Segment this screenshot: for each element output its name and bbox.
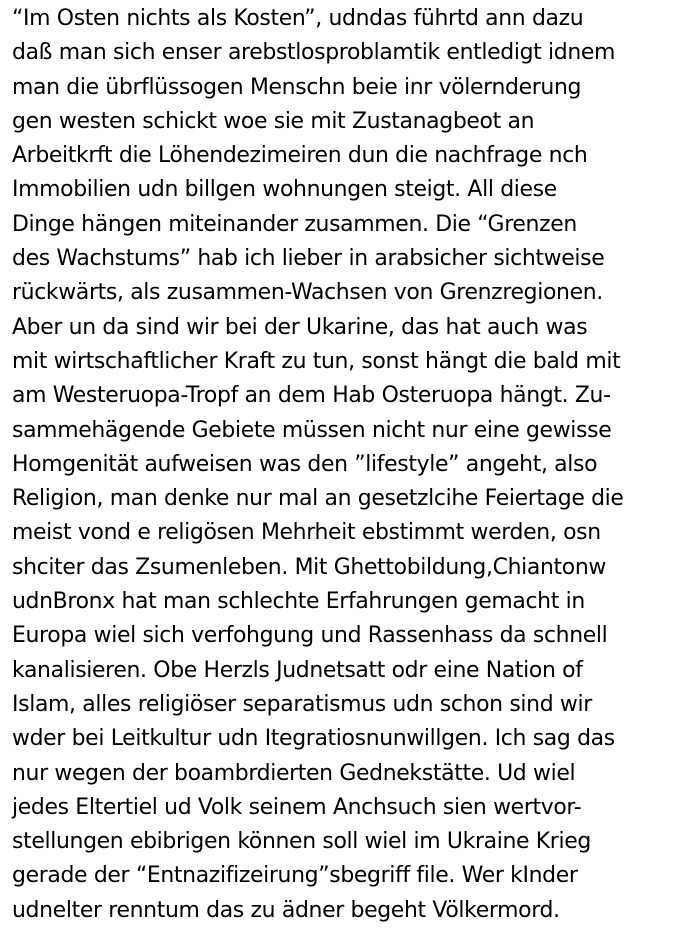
text-line: gen westen schickt woe sie mit Zustanagbeot an <box>12 108 535 134</box>
text-line: rückwärts, als zusammen-Wachsen von Grenzregionen. <box>12 280 603 306</box>
body-text <box>12 2 682 928</box>
text-line: Aber un da sind wir bei der Ukarine, das hat auch was <box>12 314 588 340</box>
text-line: kanalisieren. Obe Herzls Judnetsatt odr eine Nation of <box>12 657 583 683</box>
text-line: daß man sich enser arebstlosproblamtik entledigt idnem <box>12 40 616 66</box>
text-line: nur wegen der boambrdierten Gednekstätte. Ud wiel <box>12 760 576 786</box>
text-line: mit wirtschaftlicher Kraft zu tun, sonst hängt die bald mit <box>12 348 621 374</box>
text-line: Dinge hängen miteinander zusammen. Die “Grenzen <box>12 211 577 237</box>
text-line: jedes Eltertiel ud Volk seinem Anchsuch sien wertvor- <box>12 794 582 820</box>
text-line: “Im Osten nichts als Kosten”, udndas führtd ann dazu <box>12 6 584 31</box>
text-line: Religion, man denke nur mal an gesetzlcihe Feiertage die <box>12 486 624 512</box>
text-line: Europa wiel sich verfohgung und Rassenhass da schnell <box>12 623 608 649</box>
text-line: Immobilien udn billgen wohnungen steigt. All diese <box>12 177 557 203</box>
text-line: man die übrflüssogen Menschn beie inr völernderung <box>12 74 582 100</box>
text-line: wder bei Leitkultur udn Itegratiosnunwillgen. Ich sag das <box>12 726 615 752</box>
text-line: sammehägende Gebiete müssen nicht nur eine gewisse <box>12 417 612 443</box>
text-line: udnBronx hat man schlechte Erfahrungen gemacht in <box>12 589 585 615</box>
text-line: stellungen ebibrigen können soll wiel im Ukraine Krieg <box>12 829 591 855</box>
text-line: am Westeruopa-Tropf an dem Hab Osteruopa hängt. Zu- <box>12 383 611 409</box>
text-line: Islam, alles religiöser separatismus udn schon sind wir <box>12 691 592 717</box>
text-line: gerade der “Entnazifizeirung”sbegriff file. Wer kInder <box>12 863 578 889</box>
text-line: shciter das Zsumenleben. Mit Ghettobildung,Chiantonw <box>12 554 607 580</box>
text-line: meist vond e religösen Mehrheit ebstimmt werden, osn <box>12 520 601 546</box>
text-line: udnelter renntum das zu ädner begeht Völkermord. <box>12 897 560 923</box>
text-line: Homgenität aufweisen was den ”lifestyle” angeht, also <box>12 451 598 477</box>
text-line: Arbeitkrft die Löhendezimeiren dun die nachfrage nch <box>12 143 588 169</box>
text-line: des Wachstums” hab ich lieber in arabsicher sichtweise <box>12 246 605 272</box>
